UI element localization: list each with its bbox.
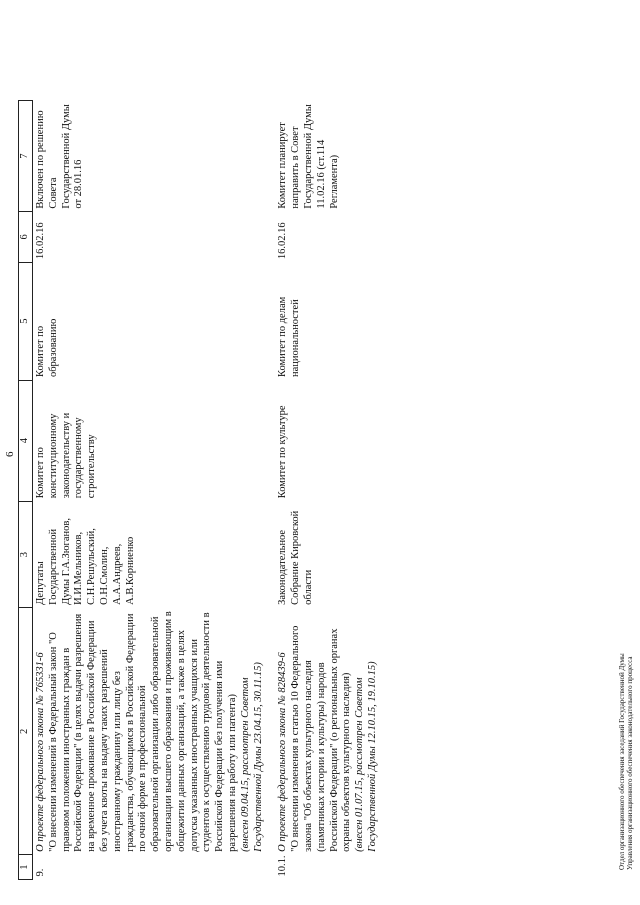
bill-cell (267, 608, 381, 855)
bill-description: "О внесении изменения в статью 10 Федерального закона "Об объектах культурного наследия (памятниках истории и культуры) народов Российской Федерации" (о региональных органах охраны объектов культурного наследия) (290, 625, 353, 852)
committee-cell: Комитет по конституционному законодательству и государственному строительству (35, 412, 98, 499)
footer-line: Управления организационного обеспечения законодательного процесса (626, 656, 635, 870)
bill-title: О проекте федерального закона № 765331-6 (35, 652, 46, 852)
row-number: 10.1. (277, 855, 289, 877)
column-header: 6 (19, 212, 33, 263)
footer-line: Отдел организационного обеспечения заседаний Государственной Думы (618, 653, 626, 870)
column-header: 1 (19, 855, 33, 880)
column-header: 3 (19, 501, 33, 608)
page-number: 6 (4, 451, 16, 457)
note-cell: Комитет планирует направить в Совет Государственной Думы 11.02.16 (ст.114 Регламента) (277, 104, 340, 209)
row-number: 9. (35, 868, 46, 877)
column-header: 7 (19, 101, 33, 212)
column-header: 4 (19, 380, 33, 501)
initiator-cell: Законодательное Собрание Кировской области (277, 510, 314, 605)
co-committee-cell: Комитет по делам национальностей (277, 296, 302, 378)
bill-status: (внесен 09.04.15, рассмотрен Советом Государственной Думы 23.04.15, 30.11.15) (239, 662, 264, 852)
initiator-cell: Депутаты Государственной Думы Г.А.Зюганов, И.И.Мельников, С.Н.Решульский, О.Н.Смолин, А.А.Андреев, А.В.Корниенко (35, 518, 136, 605)
date-cell: 16.02.16 (277, 222, 289, 260)
bill-title: О проекте федерального закона № 828439-6 (277, 652, 289, 852)
column-number-row (19, 101, 33, 880)
date-cell: 16.02.16 (35, 222, 46, 260)
column-header: 5 (19, 262, 33, 380)
bill-description: "О внесении изменений в Федеральный закон "О правовом положении иностранных граждан в Российской Федерации" (в целях выдачи разрешения на временное проживание в Российской Федерации без учета квоты на выдачу таких разрешений иностранному гражданину или лицу без гражданства, обучающимся в Российской Федерации по очной форме в профессиональной образовательной организации либо образовательной организации высшего образования и проживающим в общежитии данных организаций, а также в целях допуска указанных иностранных учащихся или студентов к осуществлению трудовой деятельности в Российской Федерации без получения ими разрешения на работу или патента) (47, 611, 238, 852)
table-row (267, 101, 381, 880)
co-committee-cell: Комитет по образованию (35, 318, 59, 378)
committee-cell: Комитет по культуре (277, 405, 289, 499)
agenda-table (18, 100, 382, 880)
column-header: 2 (19, 608, 33, 855)
footer-note (618, 653, 635, 870)
note-cell: Включен по решению Совета Государственной Думы от 28.01.16 (35, 104, 85, 209)
table-row (33, 101, 268, 880)
bill-cell (33, 608, 268, 855)
bill-status: (внесен 01.07.15, рассмотрен Советом Государственной Думы 12.10.15, 19.10.15) (354, 661, 378, 852)
